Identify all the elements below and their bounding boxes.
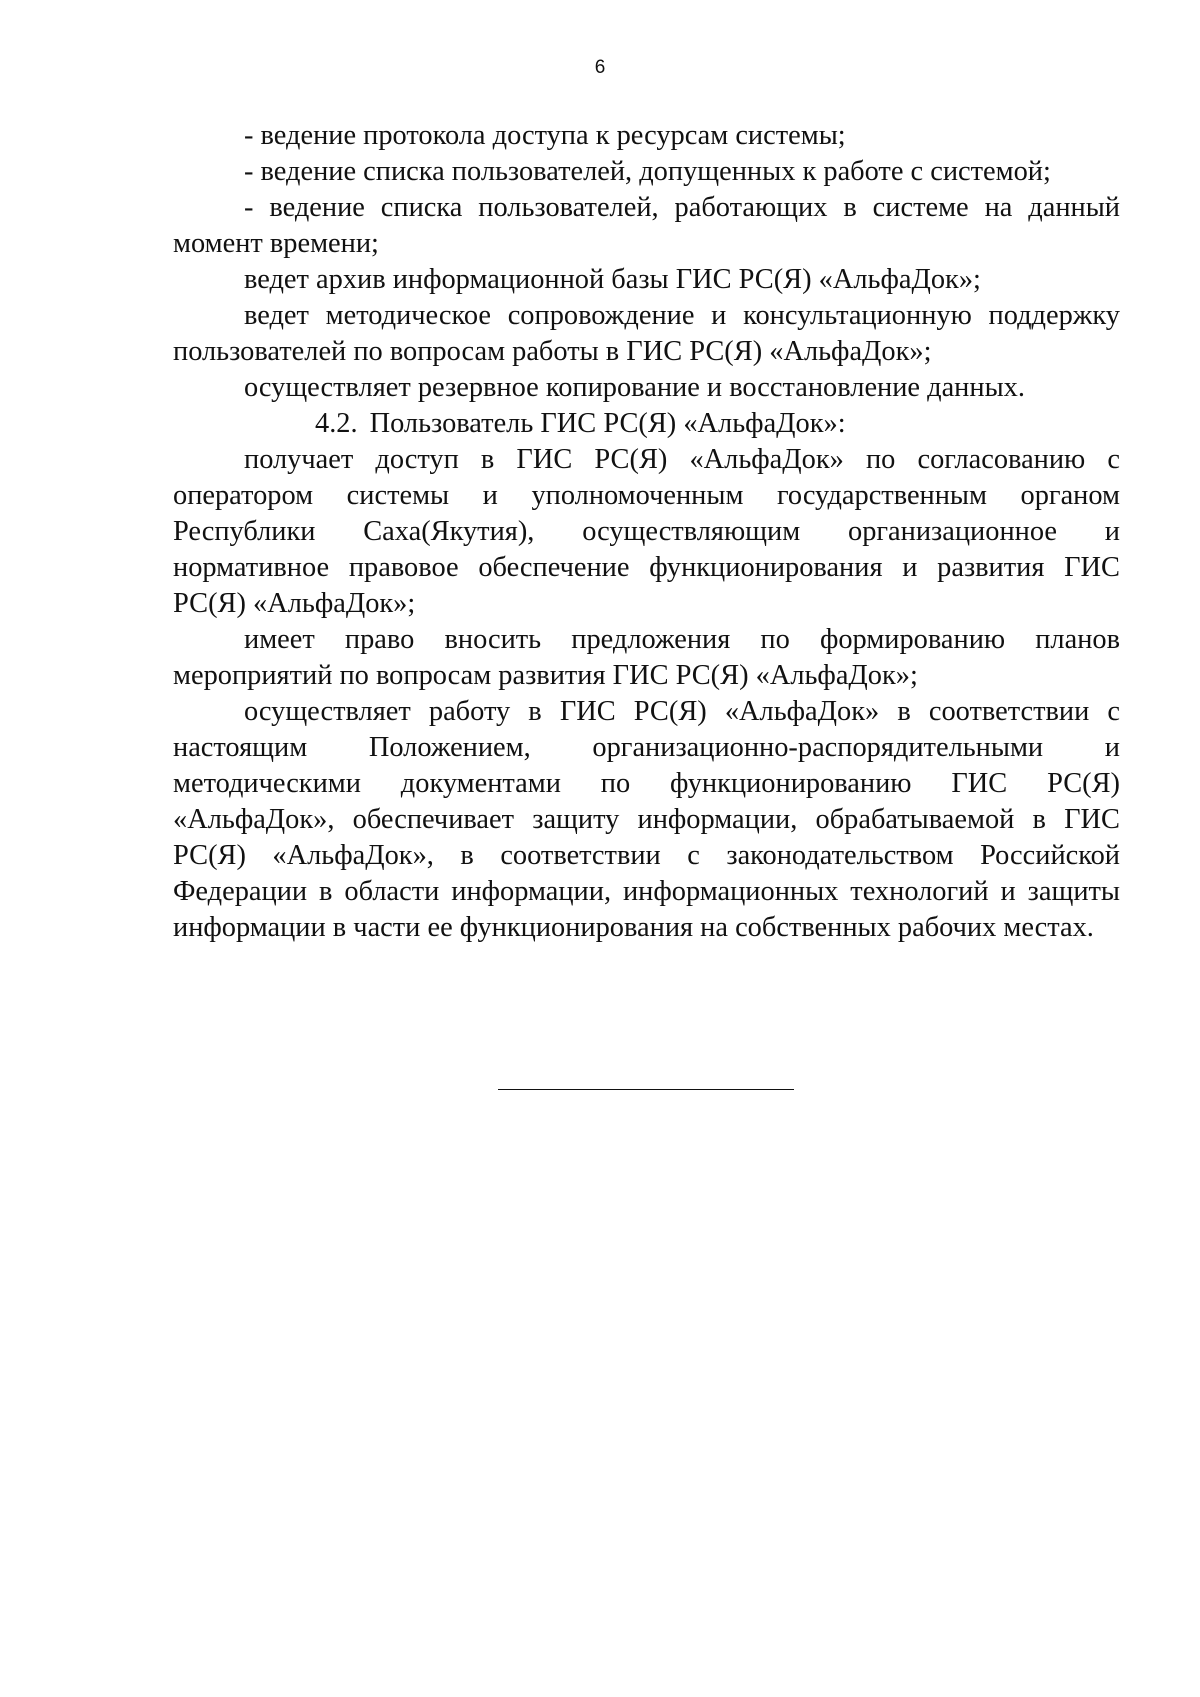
paragraph-work-compliance: осуществляет работу в ГИС РС(Я) «АльфаДок» в соответствии с настоящим Положением, организационно-распорядительными и методическими документами по функционированию ГИС РС(Я) «АльфаДок», обеспечивает защиту информации, обрабатываемой в ГИС РС(Я) «АльфаДок», в соответствии с законодательством Российской Федерации в области информации, информационных технологий и защиты информации в части ее функционирования на собственных рабочих местах. xyxy=(173,696,1120,943)
document-body xyxy=(173,118,1120,946)
paragraph-proposals: имеет право вносить предложения по формированию планов мероприятий по вопросам развития ГИС РС(Я) «АльфаДок»; xyxy=(173,624,1120,691)
paragraph-archive: ведет архив информационной базы ГИС РС(Я) «АльфаДок»; xyxy=(244,264,981,295)
closing-divider xyxy=(498,1089,794,1090)
paragraph-access-log: - ведение протокола доступа к ресурсам системы; xyxy=(244,120,846,151)
paragraph-backup: осуществляет резервное копирование и восстановление данных. xyxy=(244,372,1025,403)
section-number: 4.2. xyxy=(315,408,358,439)
paragraph-active-users: - ведение списка пользователей, работающих в системе на данный момент времени; xyxy=(173,192,1120,259)
paragraph-allowed-users: - ведение списка пользователей, допущенных к работе с системой; xyxy=(244,156,1051,187)
page-number: 6 xyxy=(594,57,606,78)
section-heading xyxy=(173,406,1120,442)
section-title: Пользователь ГИС РС(Я) «АльфаДок»: xyxy=(369,408,846,439)
paragraph-methodical-support: ведет методическое сопровождение и консультационную поддержку пользователей по вопросам работы в ГИС РС(Я) «АльфаДок»; xyxy=(173,300,1120,367)
paragraph-access-approval: получает доступ в ГИС РС(Я) «АльфаДок» по согласованию с оператором системы и уполномоченным государственным органом Республики Саха(Якутия), осуществляющим организационное и нормативное правовое обеспечение функционирования и развития ГИС РС(Я) «АльфаДок»; xyxy=(173,444,1120,619)
